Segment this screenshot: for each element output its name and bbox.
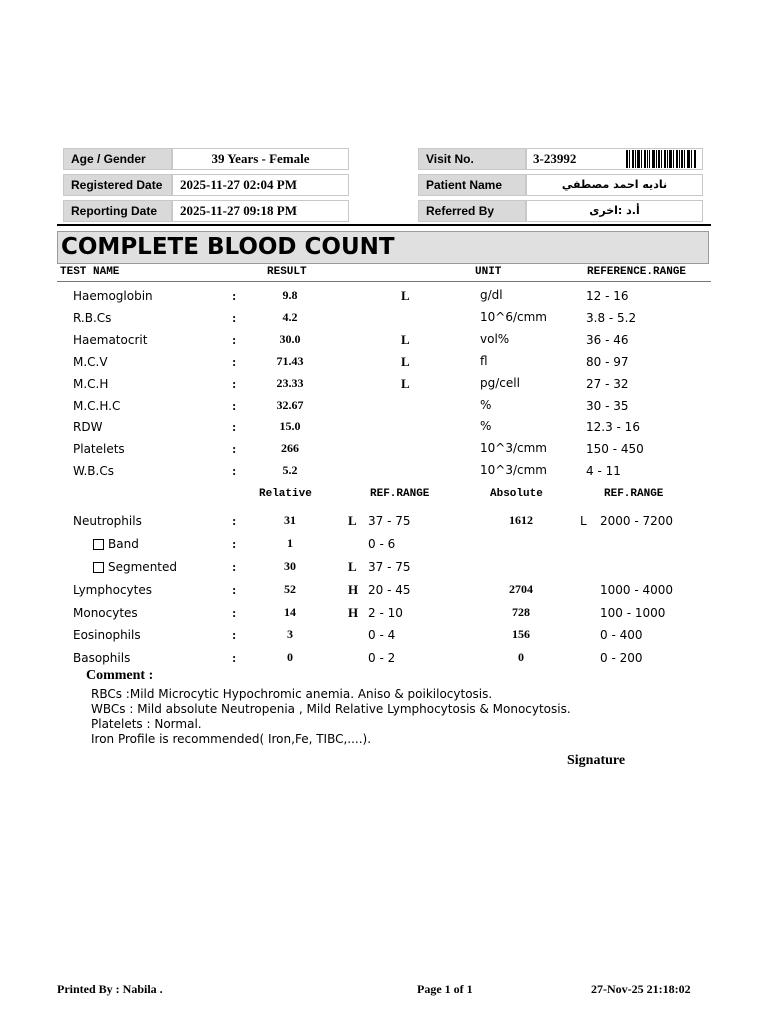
comment-title: Comment : — [86, 668, 154, 683]
test-result: 30.0 — [279, 332, 301, 346]
signature-label: Signature — [567, 753, 626, 768]
comment-line: Platelets : Normal. — [91, 717, 202, 731]
relative-value: 1 — [287, 536, 293, 550]
result-flag: L — [401, 332, 410, 347]
reference-range: 80 - 97 — [586, 355, 629, 369]
test-unit: 10^6/cmm — [480, 310, 547, 324]
reference-range: 36 - 46 — [586, 333, 629, 347]
age-gender-value: 39 Years - Female — [172, 148, 349, 170]
differential-name: Basophils — [73, 651, 131, 665]
test-name: RDW — [73, 420, 103, 434]
relative-flag: H — [348, 605, 359, 620]
checkbox-icon — [93, 562, 104, 573]
result-flag: L — [401, 376, 410, 391]
relative-flag: L — [348, 559, 357, 574]
differential-name: Eosinophils — [73, 628, 141, 642]
visit-no-label: Visit No. — [418, 148, 526, 170]
diff-column-relative: Relative — [259, 488, 312, 500]
referred-by-label: Referred By — [418, 200, 526, 222]
diff-column-absolute-ref: REF.RANGE — [604, 488, 664, 500]
column-test-name: TEST NAME — [60, 266, 120, 278]
test-unit: vol% — [480, 332, 510, 346]
row-colon: : — [232, 582, 237, 597]
barcode-icon — [626, 150, 696, 168]
relative-reference-range: 37 - 75 — [368, 514, 411, 528]
row-colon: : — [232, 376, 237, 391]
test-name: Haematocrit — [73, 333, 148, 347]
test-result: 4.2 — [282, 310, 298, 324]
test-unit: fl — [480, 354, 488, 368]
relative-value: 52 — [284, 582, 296, 596]
report-title: COMPLETE BLOOD COUNT — [57, 231, 709, 264]
relative-reference-range: 37 - 75 — [368, 560, 411, 574]
checkbox-icon — [93, 539, 104, 550]
relative-reference-range: 2 - 10 — [368, 606, 403, 620]
differential-name: Lymphocytes — [73, 583, 152, 597]
relative-value: 3 — [287, 627, 293, 641]
row-colon: : — [232, 536, 237, 551]
test-name: M.C.V — [73, 355, 108, 369]
referred-by-value: أ.د :اخرى — [526, 200, 703, 222]
relative-reference-range: 0 - 2 — [368, 651, 396, 665]
test-result: 23.33 — [276, 376, 304, 390]
row-colon: : — [232, 288, 237, 303]
test-unit: g/dl — [480, 288, 503, 302]
relative-value: 14 — [284, 605, 296, 619]
row-colon: : — [232, 441, 237, 456]
result-flag: L — [401, 354, 410, 369]
row-colon: : — [232, 605, 237, 620]
row-colon: : — [232, 559, 237, 574]
relative-reference-range: 0 - 4 — [368, 628, 396, 642]
test-unit: 10^3/cmm — [480, 463, 547, 477]
absolute-reference-range: 100 - 1000 — [600, 606, 666, 620]
reference-range: 4 - 11 — [586, 464, 621, 478]
relative-flag: H — [348, 582, 359, 597]
test-name: R.B.Cs — [73, 311, 112, 325]
column-header-divider — [57, 281, 711, 282]
absolute-value: 1612 — [509, 513, 533, 527]
reference-range: 30 - 35 — [586, 399, 629, 413]
comment-line: RBCs :Mild Microcytic Hypochromic anemia. Aniso & poikilocytosis. — [91, 687, 493, 701]
absolute-reference-range: 0 - 200 — [600, 651, 643, 665]
test-name: W.B.Cs — [73, 464, 114, 478]
printed-at: 27-Nov-25 21:18:02 — [591, 982, 691, 996]
row-colon: : — [232, 332, 237, 347]
header-divider — [57, 224, 711, 226]
reference-range: 12.3 - 16 — [586, 420, 640, 434]
test-name: M.C.H — [73, 377, 109, 391]
test-result: 32.67 — [276, 398, 304, 412]
age-gender-label: Age / Gender — [63, 148, 172, 170]
test-result: 71.43 — [276, 354, 304, 368]
patient-name-label: Patient Name — [418, 174, 526, 196]
absolute-value: 728 — [512, 605, 530, 619]
column-result: RESULT — [267, 266, 307, 278]
test-name: M.C.H.C — [73, 399, 121, 413]
reference-range: 12 - 16 — [586, 289, 629, 303]
patient-name-value: نادیه احمد مصطفي — [526, 174, 703, 196]
comment-line: WBCs : Mild absolute Neutropenia , Mild Relative Lymphocytosis & Monocytosis. — [91, 702, 571, 716]
registered-date-value: 2025-11-27 02:04 PM — [172, 174, 349, 196]
relative-value: 31 — [284, 513, 296, 527]
row-colon: : — [232, 310, 237, 325]
test-result: 266 — [281, 441, 299, 455]
absolute-reference-range: 0 - 400 — [600, 628, 643, 642]
test-result: 15.0 — [279, 419, 301, 433]
reference-range: 3.8 - 5.2 — [586, 311, 637, 325]
reporting-date-label: Reporting Date — [63, 200, 172, 222]
absolute-value: 2704 — [509, 582, 533, 596]
row-colon: : — [232, 650, 237, 665]
test-unit: 10^3/cmm — [480, 441, 547, 455]
relative-value: 0 — [287, 650, 293, 664]
diff-column-absolute: Absolute — [490, 488, 543, 500]
reference-range: 150 - 450 — [586, 442, 644, 456]
column-unit: UNIT — [475, 266, 502, 278]
test-name: Haemoglobin — [73, 289, 153, 303]
test-unit: % — [480, 419, 492, 433]
absolute-value: 0 — [518, 650, 524, 664]
absolute-reference-range: 2000 - 7200 — [600, 514, 674, 528]
row-colon: : — [232, 354, 237, 369]
diff-column-relative-ref: REF.RANGE — [370, 488, 430, 500]
relative-flag: L — [348, 513, 357, 528]
visit-no-value: 3-23992 — [526, 148, 703, 170]
relative-reference-range: 20 - 45 — [368, 583, 411, 597]
printed-by: Printed By : Nabila . — [57, 982, 163, 996]
row-colon: : — [232, 463, 237, 478]
absolute-flag: L — [580, 514, 587, 528]
differential-name: Monocytes — [73, 606, 138, 620]
absolute-reference-range: 1000 - 4000 — [600, 583, 674, 597]
reporting-date-value: 2025-11-27 09:18 PM — [172, 200, 349, 222]
test-result: 5.2 — [282, 463, 298, 477]
result-flag: L — [401, 288, 410, 303]
absolute-value: 156 — [512, 627, 530, 641]
row-colon: : — [232, 398, 237, 413]
test-unit: % — [480, 398, 492, 412]
relative-value: 30 — [284, 559, 296, 573]
test-name: Platelets — [73, 442, 125, 456]
row-colon: : — [232, 419, 237, 434]
differential-name: Segmented — [108, 560, 177, 574]
relative-reference-range: 0 - 6 — [368, 537, 396, 551]
column-reference-range: REFERENCE.RANGE — [587, 266, 687, 278]
test-unit: pg/cell — [480, 376, 520, 390]
row-colon: : — [232, 627, 237, 642]
registered-date-label: Registered Date — [63, 174, 172, 196]
differential-name: Band — [108, 537, 139, 551]
differential-name: Neutrophils — [73, 514, 142, 528]
test-result: 9.8 — [282, 288, 298, 302]
comment-line: Iron Profile is recommended( Iron,Fe, TIBC,....). — [91, 732, 372, 746]
reference-range: 27 - 32 — [586, 377, 629, 391]
row-colon: : — [232, 513, 237, 528]
page-number: Page 1 of 1 — [417, 982, 473, 996]
